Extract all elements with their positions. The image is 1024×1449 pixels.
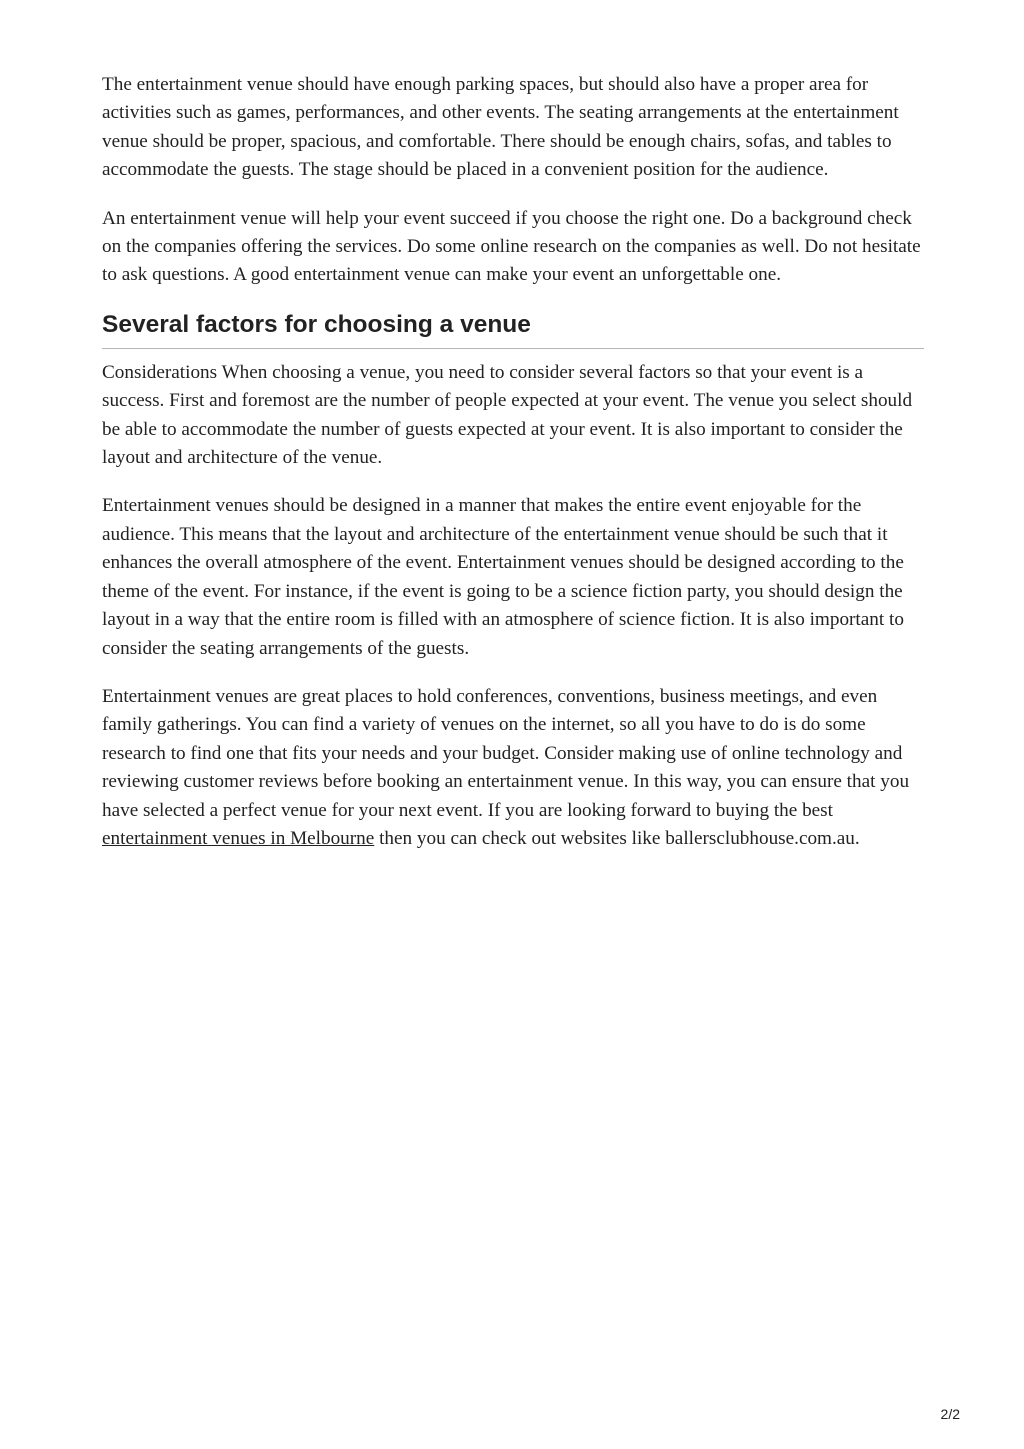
- paragraph-design-layout: Entertainment venues should be designed in a manner that makes the entire event enjoyable for the audience. This means that the layout and architecture of the entertainment venue should be such that it enhances the overall atmosphere of the event. Entertainment venues should be designed according to the theme of the event. For instance, if the event is going to be a science fiction party, you should design the layout in a way that the entire room is filled with an atmosphere of science fiction. It is also important to consider the seating arrangements of the guests.: [102, 495, 904, 659]
- final-text-after-link: then you can check out websites like ballersclubhouse.com.au.: [374, 827, 860, 849]
- final-text-before-link: Entertainment venues are great places to hold conferences, conventions, business meetings, and even family gatherings. You can find a variety of venues on the internet, so all you have to do is do some research to find one that fits your needs and your budget. Consider making use of online technology and reviewing customer reviews before booking an entertainment venue. In this way, you can ensure that you have selected a perfect venue for your next event. If you are looking forward to buying the best: [102, 685, 910, 821]
- section-heading: Several factors for choosing a venue: [102, 310, 924, 349]
- page-number: 2/2: [940, 1406, 960, 1422]
- paragraph-parking-seating: The entertainment venue should have enough parking spaces, but should also have a proper area for activities such as games, performances, and other events. The seating arrangements at the entertainment venue should be proper, spacious, and comfortable. There should be enough chairs, sofas, and tables to accommodate the guests. The stage should be placed in a convenient position for the audience.: [102, 74, 899, 181]
- paragraph-final: [102, 683, 924, 853]
- melbourne-venues-link[interactable]: entertainment venues in Melbourne: [102, 827, 375, 849]
- paragraph-considerations: Considerations When choosing a venue, you need to consider several factors so that your event is a success. First and foremost are the number of people expected at your event. The venue you select should be able to accommodate the number of guests expected at your event. It is also important to consider the layout and architecture of the venue.: [102, 361, 913, 469]
- document-body: [102, 71, 924, 873]
- paragraph-choose-venue: An entertainment venue will help your event succeed if you choose the right one. Do a background check on the companies offering the services. Do some online research on the companies as well. Do not hesitate to ask questions. A good entertainment venue can make your event an unforgettable one.: [102, 207, 921, 286]
